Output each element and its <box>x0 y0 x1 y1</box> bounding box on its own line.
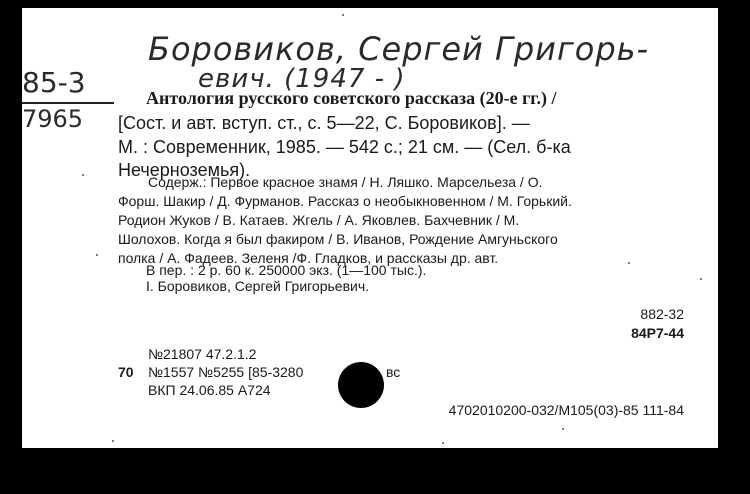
title-line-3: М. : Современник, 1985. — 542 с.; 21 см. — (Сел. б-ка <box>118 137 571 157</box>
speckle <box>442 442 444 444</box>
speckle <box>628 262 630 264</box>
speckle <box>700 278 702 280</box>
handwritten-author-line1: Боровиков, Сергей Григорь- <box>148 30 650 68</box>
catalog-card <box>22 8 718 448</box>
handwritten-author-line2: евич. (1947 - ) <box>198 64 406 94</box>
title-line-2: [Сост. и авт. вступ. ст., с. 5—22, С. Боровиков]. — <box>118 113 530 133</box>
classification-code-1: 882-32 <box>640 306 684 322</box>
contents-line-1: Содерж.: Первое красное знамя / Н. Ляшко. Марсельеза / О. <box>148 174 543 190</box>
shelf-mark-divider <box>22 102 114 104</box>
footer-line-1: №21807 47.2.1.2 <box>148 346 257 362</box>
contents-line-5: полка / А. Фадеев. Зеленя /Ф. Гладков, и рассказы др. авт. <box>118 250 499 266</box>
speckle <box>96 254 98 256</box>
speckle <box>562 428 564 430</box>
title-line-4: Нечерноземья). <box>118 160 251 180</box>
binding-price-line: В пер. : 2 р. 60 к. 250000 экз. (1—100 тыс.). <box>146 262 427 278</box>
contents-line-3: Родион Жуков / В. Катаев. Жгель / А. Яковлев. Бахчевник / М. <box>118 212 520 228</box>
footer-line-3: ВКП 24.06.85 А724 <box>148 382 271 398</box>
punch-hole <box>338 362 384 408</box>
handwritten-shelf-mark-bottom: 7965 <box>22 105 84 133</box>
footer-line-4: 4702010200-032/М105(03)-85 111-84 <box>448 402 684 418</box>
added-entry: I. Боровиков, Сергей Григорьевич. <box>146 278 370 294</box>
contents-line-2: Форш. Шакир / Д. Фурманов. Рассказ о необыкновенном / М. Горький. <box>118 193 572 209</box>
speckle <box>342 14 344 16</box>
speckle <box>112 440 114 442</box>
footer-line-2-suffix: вс <box>386 364 401 380</box>
footer-line-2-prefix: 70 <box>118 364 134 380</box>
handwritten-shelf-mark-top: 85-3 <box>22 66 86 99</box>
title-line-1: Антология русского советского рассказа (20-е гг.) / <box>146 88 557 108</box>
contents-line-4: Шолохов. Когда я был факиром / В. Иванов, Рождение Амгуньского <box>118 231 558 247</box>
speckle <box>82 174 84 176</box>
footer-line-2: №1557 №5255 [85-3280 <box>148 364 304 380</box>
classification-code-2: 84Р7-44 <box>631 325 684 341</box>
